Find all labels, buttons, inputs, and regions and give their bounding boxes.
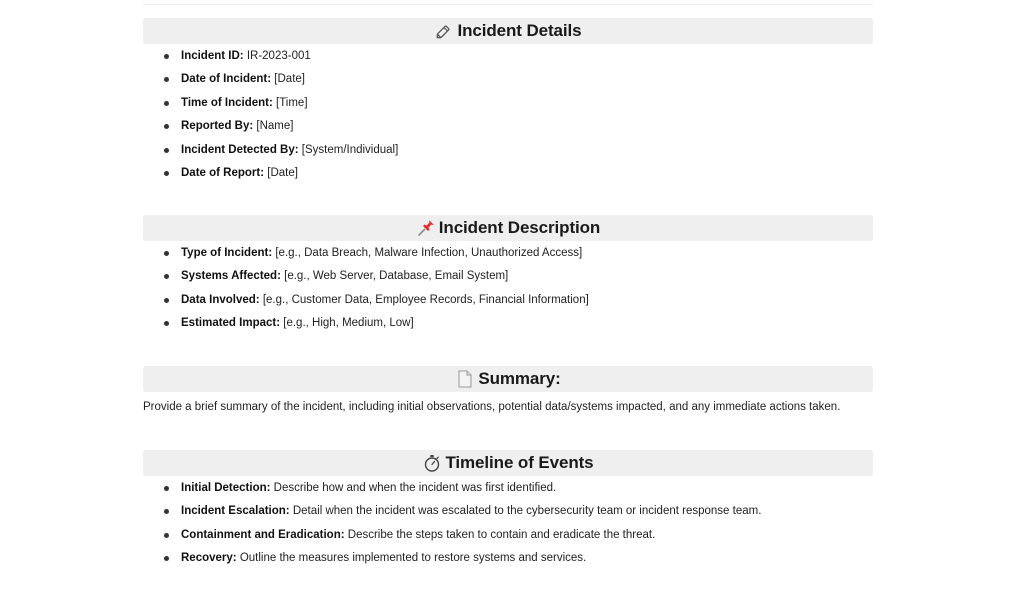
bullet: [164, 321, 169, 326]
item-value: [Date]: [274, 73, 305, 86]
item-value: Detail when the incident was escalated to the cybersecurity team or incident response team.: [292, 505, 762, 518]
list-item: [143, 242, 873, 265]
bullet: [164, 486, 169, 491]
timeline-list: [143, 477, 873, 571]
list-item: [143, 312, 873, 335]
list-item: [143, 139, 873, 162]
item-value: [Date]: [267, 166, 298, 179]
item-label: Date of Incident:: [181, 73, 272, 86]
item-label: Type of Incident:: [181, 247, 273, 259]
description-list: [143, 242, 873, 336]
list-item: [143, 45, 873, 68]
item-value: [System/Individual]: [301, 143, 399, 156]
section-summary: [143, 366, 873, 415]
item-label: Recovery:: [181, 552, 237, 565]
item-label: Incident ID:: [181, 50, 244, 62]
item-value: Outline the measures implemented to restore systems and services.: [239, 552, 587, 565]
item-label: Incident Escalation:: [181, 505, 290, 518]
item-label: Time of Incident:: [181, 96, 273, 109]
top-divider: [143, 0, 873, 5]
list-item: [143, 289, 873, 312]
section-title: Summary:: [478, 369, 561, 388]
section-header-summary: [143, 366, 873, 392]
list-item: [143, 500, 873, 523]
list-item: [143, 68, 873, 91]
item-label: Incident Detected By:: [181, 143, 299, 156]
item-value: [e.g., Web Server, Database, Email System]: [284, 270, 509, 283]
document-icon: [455, 369, 475, 389]
item-value: IR-2023-001: [246, 50, 311, 62]
item-value: [e.g., High, Medium, Low]: [283, 317, 414, 330]
bullet: [164, 556, 169, 561]
section-timeline: [143, 450, 873, 571]
bullet: [164, 509, 169, 514]
list-item: [143, 115, 873, 138]
item-value: [e.g., Data Breach, Malware Infection, Unauthorized Access]: [275, 247, 583, 259]
summary-paragraph: Provide a brief summary of the incident, including initial observations, potential data/systems impacted, and any immediate actions taken.: [143, 401, 841, 413]
bullet: [164, 124, 169, 129]
item-label: Data Involved:: [181, 293, 260, 306]
item-label: Date of Report:: [181, 166, 265, 179]
stopwatch-icon: [422, 453, 442, 473]
item-value: Describe the steps taken to contain and eradicate the threat.: [347, 528, 656, 541]
item-value: [Name]: [256, 120, 294, 133]
section-title: Incident Description: [438, 218, 601, 237]
item-label: Estimated Impact:: [181, 317, 281, 330]
item-value: [Time]: [276, 96, 308, 109]
item-value: Describe how and when the incident was first identified.: [273, 482, 557, 494]
bullet: [164, 274, 169, 279]
section-title: Timeline of Events: [445, 453, 594, 472]
list-item: [143, 477, 873, 500]
list-item: [143, 162, 873, 185]
item-label: Containment and Eradication:: [181, 528, 345, 541]
bullet: [164, 54, 169, 59]
item-label: Systems Affected:: [181, 270, 281, 283]
section-title: Incident Details: [457, 21, 582, 40]
bullet: [164, 171, 169, 176]
pencil-icon: [434, 21, 454, 41]
bullet: [164, 251, 169, 256]
bullet: [164, 77, 169, 82]
bullet: [164, 148, 169, 153]
item-label: Initial Detection:: [181, 482, 271, 494]
item-value: [e.g., Customer Data, Employee Records, Financial Information]: [262, 293, 589, 306]
list-item: [143, 547, 873, 570]
bullet: [164, 298, 169, 303]
section-header-incident-description: [143, 215, 873, 241]
list-item: [143, 524, 873, 547]
detail-list: [143, 45, 873, 185]
list-item: [143, 92, 873, 115]
section-incident-description: [143, 215, 873, 336]
list-item: [143, 265, 873, 288]
pushpin-icon: [416, 218, 436, 238]
bullet: [164, 101, 169, 106]
section-incident-details: [143, 18, 873, 185]
item-label: Reported By:: [181, 120, 254, 133]
section-header-incident-details: [143, 18, 873, 44]
section-header-timeline: [143, 450, 873, 476]
bullet: [164, 533, 169, 538]
